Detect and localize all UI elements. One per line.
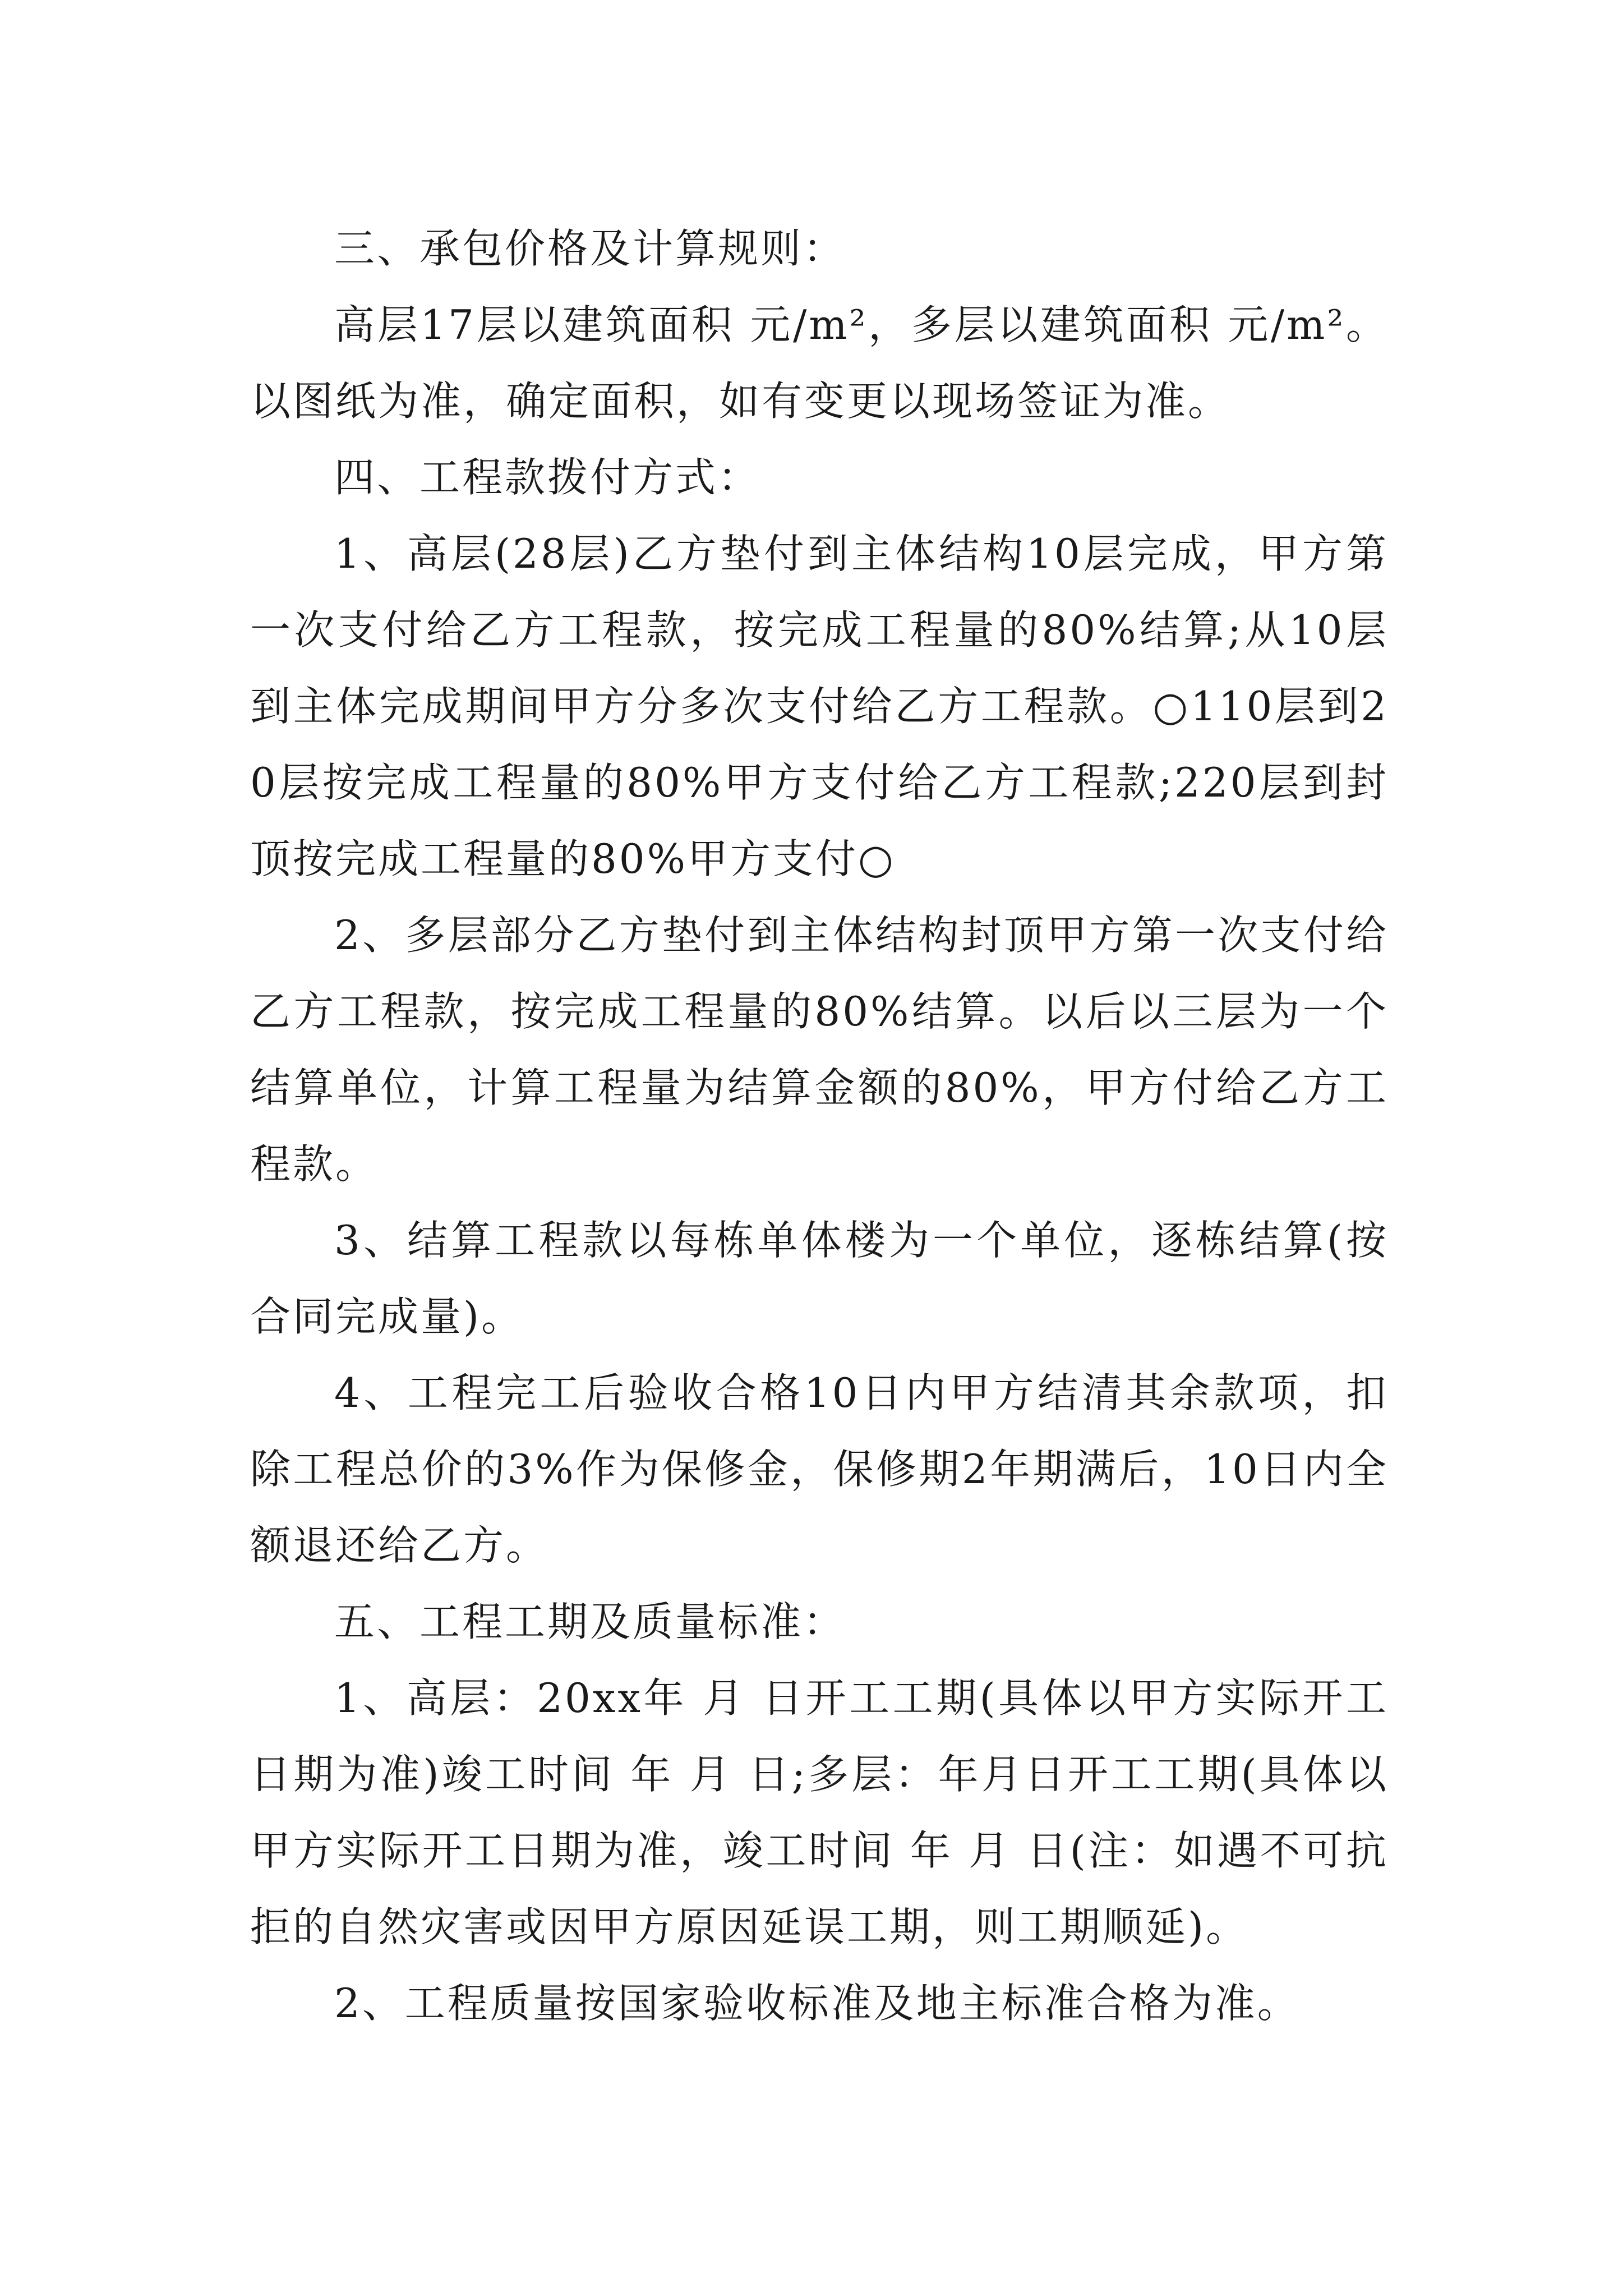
document-body <box>250 210 1389 2041</box>
paragraph-payment-multistory: 2、多层部分乙方垫付到主体结构封顶甲方第一次支付给乙方工程款，按完成工程量的80%结算。以后以三层为一个结算单位，计算工程量为结算金额的80%，甲方付给乙方工程款。 <box>250 912 1389 1188</box>
paragraph-payment-final: 4、工程完工后验收合格10日内甲方结清其余款项，扣除工程总价的3%作为保修金，保修期2年期满后，10日内全额退还给乙方。 <box>250 1369 1389 1569</box>
paragraph-payment-highrise: 1、高层(28层)乙方垫付到主体结构10层完成，甲方第一次支付给乙方工程款，按完成工程量的80%结算;从10层到主体完成期间甲方分多次支付给乙方工程款。○110层到20层按完成工程量的80%甲方支付给乙方工程款;220层到封顶按完成工程量的80%甲方支付○ <box>250 530 1389 882</box>
paragraph-payment-per-building: 3、结算工程款以每栋单体楼为一个单位，逐栋结算(按合同完成量)。 <box>250 1217 1389 1340</box>
paragraph-quality-standard: 2、工程质量按国家验收标准及地主标准合格为准。 <box>334 1980 1300 2027</box>
section-heading-pricing: 三、承包价格及计算规则： <box>334 225 846 272</box>
paragraph-pricing-rules: 高层17层以建筑面积 元/m²，多层以建筑面积 元/m²。以图纸为准，确定面积，如有变更以现场签证为准。 <box>250 301 1389 425</box>
paragraph-schedule: 1、高层：20xx年 月 日开工工期(具体以甲方实际开工日期为准)竣工时间 年 月 日;多层：年月日开工工期(具体以甲方实际开工日期为准，竣工时间 年 月 日(注：如遇不可抗拒的自然灾害或因甲方原因延误工期，则工期顺延)。 <box>250 1674 1389 1950</box>
section-heading-payment: 四、工程款拨付方式： <box>334 454 761 501</box>
section-heading-schedule-quality: 五、工程工期及质量标准： <box>334 1598 846 1645</box>
